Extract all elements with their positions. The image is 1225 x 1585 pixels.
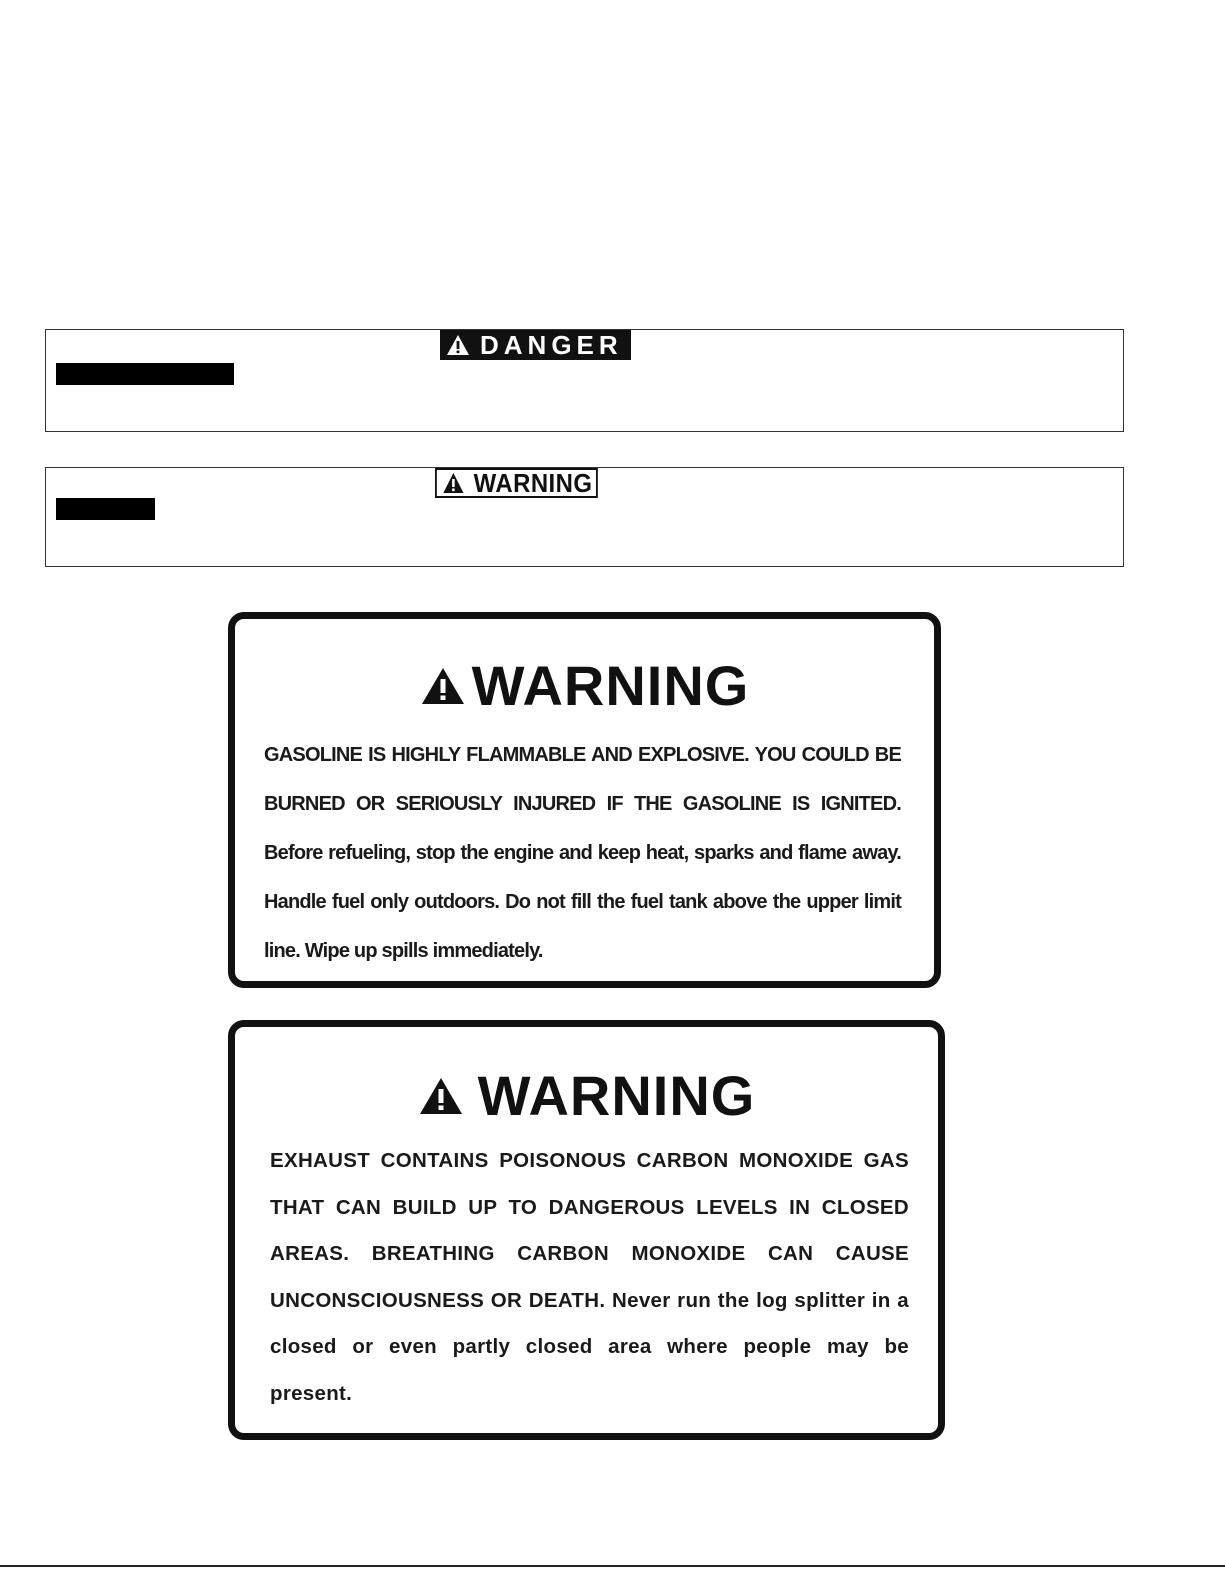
warning-triangle-icon: [446, 334, 470, 356]
label-title-text: WARNING: [471, 654, 750, 717]
warning-heading: [435, 468, 598, 498]
danger-notice: [45, 329, 1124, 432]
warning-notice: [45, 467, 1124, 567]
warning-triangle-icon: [420, 666, 466, 706]
danger-heading: [440, 330, 631, 360]
footer-rule: [0, 1565, 1225, 1567]
gasoline-warning-label: [228, 612, 941, 988]
warning-heading-label: WARNING: [473, 467, 593, 498]
label-caps-text: GASOLINE IS HIGHLY FLAMMABLE AND EXPLOSIVE. YOU COULD BE BURNED OR SERIOUSLY INJURED IF THE GASOLINE IS IGNITED.: [264, 744, 901, 815]
label-title-text: WARNING: [477, 1064, 756, 1127]
label-caps-text: EXHAUST CONTAINS POISONOUS CARBON MONOXIDE GAS THAT CAN BUILD UP TO DANGEROUS LEVELS IN CLOSED AREAS. BREATHING CARBON MONOXIDE CAN CAUSE UNCONSCIOUSNESS OR DEATH.: [270, 1149, 909, 1312]
redaction-bar: [56, 363, 234, 385]
danger-heading-label: DANGER: [480, 329, 623, 360]
label-body-text: Never run the log splitter in a closed or even partly closed area where people may be present.: [270, 1288, 909, 1405]
label-body-text: Before refueling, stop the engine and keep heat, sparks and flame away. Handle fuel only outdoors. Do not fill the fuel tank above the upper limit line. Wipe up spills immediately.: [264, 842, 901, 962]
redaction-bar: [56, 498, 155, 520]
warning-triangle-icon: [418, 1076, 464, 1116]
label-body: [270, 1138, 909, 1417]
exhaust-warning-label: [228, 1020, 945, 1440]
label-title: [235, 1063, 938, 1128]
label-body: [264, 731, 901, 976]
warning-triangle-icon: [442, 472, 464, 494]
label-title: [235, 653, 934, 718]
